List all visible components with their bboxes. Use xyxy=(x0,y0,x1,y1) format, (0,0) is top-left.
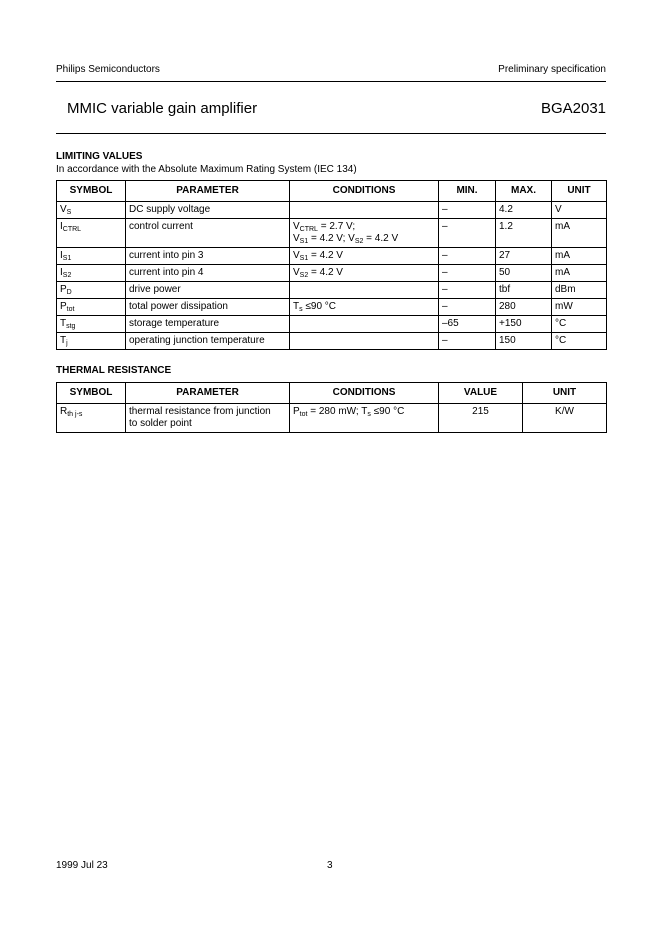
document-type: Preliminary specification xyxy=(498,64,606,75)
table-row xyxy=(57,248,607,265)
parameter-cell: storage temperature xyxy=(126,316,290,333)
max-cell: tbf xyxy=(496,282,552,299)
unit-cell: V xyxy=(552,202,607,219)
max-cell: +150 xyxy=(496,316,552,333)
unit-cell: mW xyxy=(552,299,607,316)
symbol-cell: $T_{stg}$ xyxy=(57,316,126,333)
conditions-cell xyxy=(290,202,439,219)
unit-cell: °C xyxy=(552,333,607,350)
unit-cell: mA xyxy=(552,219,607,248)
min-cell: – xyxy=(439,219,496,248)
column-header: CONDITIONS xyxy=(290,181,439,202)
symbol-cell: $I_{S2}$ xyxy=(57,265,126,282)
conditions-cell xyxy=(290,282,439,299)
parameter-cell: thermal resistance from junction to solder point xyxy=(126,404,290,433)
conditions-cell: $T_s \le 90$ °C xyxy=(290,299,439,316)
min-cell: – xyxy=(439,282,496,299)
column-header: MAX. xyxy=(496,181,552,202)
symbol-cell: $I_{S1}$ xyxy=(57,248,126,265)
table-row xyxy=(57,202,607,219)
unit-cell: mA xyxy=(552,248,607,265)
table-row xyxy=(57,265,607,282)
conditions-cell: $V_{CTRL} = 2.7$ V; $V_{S1} = 4.2$ V; $V_{S2} = 4.2$ V xyxy=(290,219,439,248)
table-row xyxy=(57,404,607,433)
parameter-cell: current into pin 4 xyxy=(126,265,290,282)
column-header: CONDITIONS xyxy=(290,383,439,404)
unit-cell: mA xyxy=(552,265,607,282)
unit-cell: K/W xyxy=(523,404,607,433)
symbol-cell: $P_D$ xyxy=(57,282,126,299)
conditions-cell: $P_{tot} = 280$ mW; $T_s \le 90$ °C xyxy=(290,404,439,433)
unit-cell: dBm xyxy=(552,282,607,299)
company-name: Philips Semiconductors xyxy=(56,64,160,75)
limiting-values-intro: In accordance with the Absolute Maximum Rating System (IEC 134) xyxy=(56,164,357,175)
min-cell: – xyxy=(439,333,496,350)
symbol-cell: $I_{CTRL}$ xyxy=(57,219,126,248)
column-header: SYMBOL xyxy=(57,181,126,202)
thermal-resistance-table xyxy=(56,382,607,433)
column-header: VALUE xyxy=(439,383,523,404)
parameter-cell: current into pin 3 xyxy=(126,248,290,265)
parameter-cell: DC supply voltage xyxy=(126,202,290,219)
table-row xyxy=(57,333,607,350)
value-cell: 215 xyxy=(439,404,523,433)
table-header-row xyxy=(57,383,607,404)
max-cell: 280 xyxy=(496,299,552,316)
conditions-cell xyxy=(290,333,439,350)
conditions-cell xyxy=(290,316,439,333)
parameter-cell: control current xyxy=(126,219,290,248)
table-header-row xyxy=(57,181,607,202)
limiting-values-heading: LIMITING VALUES xyxy=(56,151,143,162)
page-number: 3 xyxy=(327,860,333,871)
column-header: SYMBOL xyxy=(57,383,126,404)
column-header: MIN. xyxy=(439,181,496,202)
table-row xyxy=(57,282,607,299)
symbol-cell: $P_{tot}$ xyxy=(57,299,126,316)
conditions-cell: $V_{S2} = 4.2$ V xyxy=(290,265,439,282)
min-cell: – xyxy=(439,202,496,219)
column-header: PARAMETER xyxy=(126,181,290,202)
conditions-cell: $V_{S1} = 4.2$ V xyxy=(290,248,439,265)
footer-date: 1999 Jul 23 xyxy=(56,860,108,871)
table-row xyxy=(57,219,607,248)
min-cell: –65 xyxy=(439,316,496,333)
page-title: MMIC variable gain amplifier xyxy=(67,100,258,117)
parameter-cell: operating junction temperature xyxy=(126,333,290,350)
limiting-values-table xyxy=(56,180,607,350)
max-cell: 1.2 xyxy=(496,219,552,248)
min-cell: – xyxy=(439,265,496,282)
header-rule xyxy=(56,81,606,82)
max-cell: 27 xyxy=(496,248,552,265)
symbol-cell: $V_S$ xyxy=(57,202,126,219)
max-cell: 4.2 xyxy=(496,202,552,219)
title-rule xyxy=(56,133,606,134)
unit-cell: °C xyxy=(552,316,607,333)
thermal-resistance-heading: THERMAL RESISTANCE xyxy=(56,365,172,376)
column-header: UNIT xyxy=(552,181,607,202)
column-header: PARAMETER xyxy=(126,383,290,404)
min-cell: – xyxy=(439,248,496,265)
table-row xyxy=(57,299,607,316)
column-header: UNIT xyxy=(523,383,607,404)
table-row xyxy=(57,316,607,333)
max-cell: 150 xyxy=(496,333,552,350)
part-number: BGA2031 xyxy=(540,100,606,117)
max-cell: 50 xyxy=(496,265,552,282)
symbol-cell: $T_j$ xyxy=(57,333,126,350)
parameter-cell: total power dissipation xyxy=(126,299,290,316)
symbol-cell: $R_{th j-s}$ xyxy=(57,404,126,433)
min-cell: – xyxy=(439,299,496,316)
parameter-cell: drive power xyxy=(126,282,290,299)
